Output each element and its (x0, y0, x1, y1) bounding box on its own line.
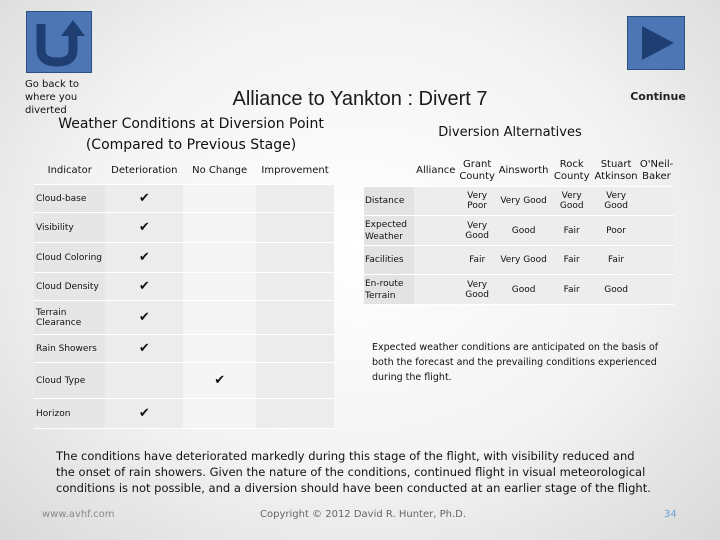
weather-conditions-table (34, 156, 334, 429)
weather-heading-line2: (Compared to Previous Stage) (85, 137, 297, 153)
page-number: 34 (664, 509, 677, 520)
diversion-alternatives-table (364, 156, 674, 305)
deterioration-cell: ✔ (105, 185, 183, 213)
rating-cell: Very Good (457, 216, 497, 246)
improvement-cell (256, 363, 334, 399)
back-button[interactable] (26, 11, 92, 73)
footer-site: www.avhf.com (42, 509, 115, 520)
back-label: Go back to where you diverted (25, 79, 80, 116)
criterion-label: Expected Weather (364, 216, 414, 246)
column-header: Improvement (261, 164, 329, 176)
rating-cell: Good (497, 216, 550, 246)
criterion-label: Distance (364, 187, 414, 216)
indicator-label: Terrain Clearance (34, 301, 105, 335)
table-row (364, 216, 674, 246)
deterioration-cell: ✔ (105, 399, 183, 429)
rating-cell (639, 187, 674, 216)
rating-cell (414, 187, 457, 216)
no-change-cell (183, 335, 256, 363)
weather-conditions-heading (46, 114, 336, 156)
rating-cell (414, 246, 457, 275)
rating-cell: Fair (550, 275, 593, 305)
table-row (34, 243, 334, 273)
weather-heading-line1: Weather Conditions at Diversion Point (58, 116, 324, 132)
table-row (34, 335, 334, 363)
table-row (34, 301, 334, 335)
rating-cell: Very Good (457, 275, 497, 305)
column-header: Ainsworth (498, 165, 549, 176)
rating-cell: Fair (593, 246, 639, 275)
no-change-cell (183, 185, 256, 213)
continue-label[interactable]: Continue (630, 90, 686, 103)
improvement-cell (256, 301, 334, 335)
no-change-cell (183, 301, 256, 335)
rating-cell: Good (497, 275, 550, 305)
table-row (34, 213, 334, 243)
table-row (34, 273, 334, 301)
rating-cell: Very Good (550, 187, 593, 216)
rating-cell (639, 275, 674, 305)
deterioration-cell (105, 363, 183, 399)
rating-cell: Poor (593, 216, 639, 246)
improvement-cell (256, 243, 334, 273)
table-header-row (364, 156, 674, 187)
rating-cell (414, 216, 457, 246)
deterioration-cell: ✔ (105, 273, 183, 301)
indicator-label: Cloud Type (34, 363, 105, 399)
table-row (34, 363, 334, 399)
column-header: Deterioration (111, 164, 178, 176)
rating-cell: Very Good (497, 246, 550, 275)
column-header: No Change (192, 164, 248, 176)
improvement-cell (256, 185, 334, 213)
indicator-label: Horizon (34, 399, 105, 429)
deterioration-cell: ✔ (105, 301, 183, 335)
rating-cell: Fair (457, 246, 497, 275)
rating-cell (639, 246, 674, 275)
deterioration-cell: ✔ (105, 243, 183, 273)
table-row (364, 187, 674, 216)
indicator-label: Cloud Coloring (34, 243, 105, 273)
improvement-cell (256, 213, 334, 243)
play-triangle-icon (628, 17, 684, 69)
continue-button[interactable] (627, 16, 685, 70)
no-change-cell (183, 273, 256, 301)
improvement-cell (256, 273, 334, 301)
table-row (34, 399, 334, 429)
rating-cell: Good (593, 275, 639, 305)
column-header (364, 156, 414, 187)
rating-cell (639, 216, 674, 246)
no-change-cell (183, 399, 256, 429)
rating-cell (414, 275, 457, 305)
no-change-cell (183, 243, 256, 273)
table-row (364, 246, 674, 275)
u-turn-arrow-icon (27, 12, 91, 72)
indicator-label: Rain Showers (34, 335, 105, 363)
column-header: Indicator (47, 164, 92, 176)
rating-cell: Very Good (497, 187, 550, 216)
indicator-label: Cloud-base (34, 185, 105, 213)
column-header: Rock County (553, 159, 590, 182)
table-header-row (34, 156, 334, 185)
column-header: Stuart Atkinson (594, 159, 638, 182)
column-header: Grant County (459, 159, 495, 182)
rating-cell: Very Good (593, 187, 639, 216)
table-row (34, 185, 334, 213)
column-header: O'Neil-Baker (639, 159, 674, 182)
indicator-label: Cloud Density (34, 273, 105, 301)
column-header: Alliance (416, 165, 456, 176)
diversion-alternatives-heading: Diversion Alternatives (438, 125, 582, 140)
criterion-label: En-route Terrain (364, 275, 414, 305)
deterioration-cell: ✔ (105, 213, 183, 243)
deterioration-cell: ✔ (105, 335, 183, 363)
rating-cell: Fair (550, 246, 593, 275)
criterion-label: Facilities (364, 246, 414, 275)
expected-weather-note: Expected weather conditions are anticipated on the basis of both the forecast and the prevailing conditions experienced during the flight. (372, 342, 659, 383)
slide-title: Alliance to Yankton : Divert 7 (232, 88, 488, 110)
rating-cell: Fair (550, 216, 593, 246)
summary-text: The conditions have deteriorated markedly during this stage of the flight, with visibility reduced and the onset of rain showers. Given the nature of the conditions, continued flight in visual meteorological conditions is not possible, and a diversion should have been conducted at an earlier stage of the flight. (56, 449, 651, 495)
indicator-label: Visibility (34, 213, 105, 243)
no-change-cell (183, 213, 256, 243)
no-change-cell: ✔ (183, 363, 256, 399)
table-row (364, 275, 674, 305)
footer-copyright: Copyright © 2012 David R. Hunter, Ph.D. (260, 509, 467, 520)
improvement-cell (256, 399, 334, 429)
improvement-cell (256, 335, 334, 363)
rating-cell: Very Poor (457, 187, 497, 216)
